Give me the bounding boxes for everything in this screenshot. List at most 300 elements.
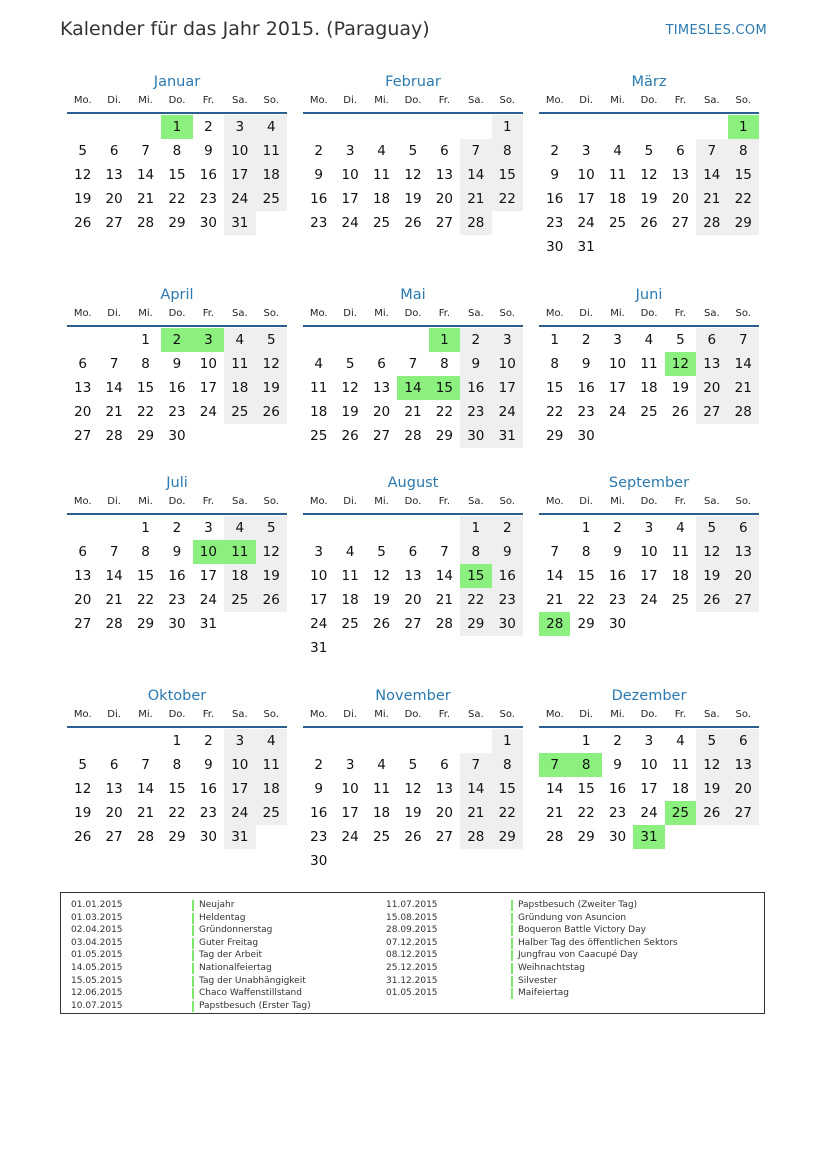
day-cell[interactable]: 6 xyxy=(78,356,87,372)
day-cell[interactable]: 17 xyxy=(199,380,217,396)
day-cell[interactable]: 14 xyxy=(460,777,491,801)
day-cell[interactable]: 28 xyxy=(136,215,155,231)
holiday-day-cell[interactable]: 1 xyxy=(728,115,759,139)
day-cell[interactable]: 22 xyxy=(728,187,759,211)
day-cell[interactable]: 31 xyxy=(577,239,595,255)
day-cell[interactable]: 4 xyxy=(676,733,685,749)
day-cell[interactable]: 5 xyxy=(644,143,654,159)
day-cell[interactable]: 2 xyxy=(204,119,213,135)
day-cell[interactable]: 27 xyxy=(728,801,759,825)
day-cell[interactable]: 27 xyxy=(435,215,453,231)
day-cell[interactable]: 22 xyxy=(492,801,523,825)
day-cell[interactable]: 25 xyxy=(256,801,287,825)
day-cell[interactable]: 2 xyxy=(613,733,622,749)
day-cell[interactable]: 3 xyxy=(345,143,355,159)
day-cell[interactable]: 28 xyxy=(105,428,123,444)
day-cell[interactable]: 27 xyxy=(671,215,689,231)
day-cell[interactable]: 10 xyxy=(224,139,255,163)
day-cell[interactable]: 4 xyxy=(676,520,685,536)
day-cell[interactable]: 18 xyxy=(256,163,287,187)
day-cell[interactable]: 9 xyxy=(460,352,491,376)
day-cell[interactable]: 8 xyxy=(550,356,559,372)
day-cell[interactable]: 12 xyxy=(74,781,92,797)
day-cell[interactable]: 25 xyxy=(608,215,627,231)
day-cell[interactable]: 24 xyxy=(492,400,523,424)
day-cell[interactable]: 23 xyxy=(608,805,627,821)
day-cell[interactable]: 21 xyxy=(105,592,123,608)
day-cell[interactable]: 18 xyxy=(310,404,328,420)
day-cell[interactable]: 20 xyxy=(105,191,123,207)
day-cell[interactable]: 3 xyxy=(345,757,355,773)
day-cell[interactable]: 11 xyxy=(640,356,658,372)
day-cell[interactable]: 17 xyxy=(608,380,627,396)
day-cell[interactable]: 20 xyxy=(105,805,123,821)
day-cell[interactable]: 14 xyxy=(460,163,491,187)
day-cell[interactable]: 21 xyxy=(728,376,759,400)
day-cell[interactable]: 20 xyxy=(372,404,391,420)
day-cell[interactable]: 18 xyxy=(224,564,255,588)
day-cell[interactable]: 21 xyxy=(546,592,564,608)
day-cell[interactable]: 17 xyxy=(492,376,523,400)
day-cell[interactable]: 27 xyxy=(105,215,123,231)
day-cell[interactable]: 3 xyxy=(613,332,622,348)
day-cell[interactable]: 5 xyxy=(377,544,386,560)
holiday-day-cell[interactable]: 1 xyxy=(429,328,460,352)
day-cell[interactable]: 25 xyxy=(224,400,255,424)
day-cell[interactable]: 31 xyxy=(224,211,255,235)
day-cell[interactable]: 1 xyxy=(141,332,150,348)
day-cell[interactable]: 10 xyxy=(640,757,658,773)
day-cell[interactable]: 19 xyxy=(341,404,359,420)
day-cell[interactable]: 19 xyxy=(696,564,727,588)
day-cell[interactable]: 20 xyxy=(435,805,453,821)
day-cell[interactable]: 17 xyxy=(224,777,255,801)
day-cell[interactable]: 4 xyxy=(345,544,355,560)
day-cell[interactable]: 29 xyxy=(168,829,186,845)
day-cell[interactable]: 27 xyxy=(404,616,422,632)
day-cell[interactable]: 28 xyxy=(136,829,155,845)
day-cell[interactable]: 7 xyxy=(109,356,119,372)
day-cell[interactable]: 16 xyxy=(168,380,186,396)
day-cell[interactable]: 9 xyxy=(613,757,622,773)
day-cell[interactable]: 25 xyxy=(256,187,287,211)
day-cell[interactable]: 13 xyxy=(435,167,453,183)
day-cell[interactable]: 20 xyxy=(435,191,453,207)
day-cell[interactable]: 2 xyxy=(172,520,182,536)
day-cell[interactable]: 14 xyxy=(728,352,759,376)
holiday-day-cell[interactable]: 3 xyxy=(193,328,224,352)
day-cell[interactable]: 23 xyxy=(460,400,491,424)
day-cell[interactable]: 14 xyxy=(696,163,727,187)
day-cell[interactable]: 5 xyxy=(676,332,685,348)
day-cell[interactable]: 18 xyxy=(372,805,391,821)
day-cell[interactable]: 11 xyxy=(256,139,287,163)
day-cell[interactable]: 10 xyxy=(224,753,255,777)
day-cell[interactable]: 25 xyxy=(671,592,689,608)
day-cell[interactable]: 19 xyxy=(696,777,727,801)
day-cell[interactable]: 6 xyxy=(728,516,759,540)
day-cell[interactable]: 9 xyxy=(314,781,323,797)
day-cell[interactable]: 9 xyxy=(314,167,323,183)
day-cell[interactable]: 21 xyxy=(546,805,564,821)
day-cell[interactable]: 29 xyxy=(136,616,155,632)
day-cell[interactable]: 18 xyxy=(341,592,359,608)
day-cell[interactable]: 22 xyxy=(577,805,595,821)
day-cell[interactable]: 25 xyxy=(372,215,391,231)
day-cell[interactable]: 1 xyxy=(172,733,182,749)
day-cell[interactable]: 23 xyxy=(199,191,217,207)
day-cell[interactable]: 15 xyxy=(728,163,759,187)
day-cell[interactable]: 14 xyxy=(136,781,155,797)
day-cell[interactable]: 9 xyxy=(172,356,182,372)
day-cell[interactable]: 24 xyxy=(199,592,217,608)
holiday-day-cell[interactable]: 12 xyxy=(665,352,696,376)
day-cell[interactable]: 15 xyxy=(492,163,523,187)
day-cell[interactable]: 13 xyxy=(74,380,92,396)
day-cell[interactable]: 5 xyxy=(78,757,87,773)
day-cell[interactable]: 23 xyxy=(168,592,186,608)
day-cell[interactable]: 3 xyxy=(644,733,654,749)
day-cell[interactable]: 11 xyxy=(224,352,255,376)
day-cell[interactable]: 20 xyxy=(74,592,92,608)
day-cell[interactable]: 26 xyxy=(74,829,92,845)
day-cell[interactable]: 14 xyxy=(136,167,155,183)
day-cell[interactable]: 17 xyxy=(640,781,658,797)
day-cell[interactable]: 13 xyxy=(435,781,453,797)
day-cell[interactable]: 7 xyxy=(141,143,150,159)
day-cell[interactable]: 9 xyxy=(492,540,523,564)
day-cell[interactable]: 25 xyxy=(372,829,391,845)
day-cell[interactable]: 27 xyxy=(372,428,391,444)
brand-logo[interactable]: TIMESLES.COM xyxy=(665,23,767,38)
day-cell[interactable]: 28 xyxy=(460,825,491,849)
day-cell[interactable]: 23 xyxy=(546,215,564,231)
day-cell[interactable]: 9 xyxy=(550,167,559,183)
day-cell[interactable]: 16 xyxy=(492,564,523,588)
day-cell[interactable]: 2 xyxy=(204,733,213,749)
day-cell[interactable]: 5 xyxy=(696,729,727,753)
day-cell[interactable]: 21 xyxy=(136,805,155,821)
day-cell[interactable]: 18 xyxy=(671,781,689,797)
day-cell[interactable]: 11 xyxy=(372,167,391,183)
day-cell[interactable]: 30 xyxy=(310,853,328,869)
day-cell[interactable]: 30 xyxy=(168,428,186,444)
day-cell[interactable]: 8 xyxy=(492,139,523,163)
day-cell[interactable]: 17 xyxy=(640,568,658,584)
day-cell[interactable]: 27 xyxy=(696,400,727,424)
day-cell[interactable]: 10 xyxy=(608,356,627,372)
day-cell[interactable]: 22 xyxy=(168,805,186,821)
day-cell[interactable]: 12 xyxy=(256,352,287,376)
day-cell[interactable]: 22 xyxy=(460,588,491,612)
day-cell[interactable]: 17 xyxy=(199,568,217,584)
day-cell[interactable]: 29 xyxy=(728,211,759,235)
day-cell[interactable]: 22 xyxy=(168,191,186,207)
day-cell[interactable]: 3 xyxy=(644,520,654,536)
day-cell[interactable]: 1 xyxy=(581,733,591,749)
day-cell[interactable]: 7 xyxy=(460,753,491,777)
day-cell[interactable]: 4 xyxy=(224,516,255,540)
day-cell[interactable]: 6 xyxy=(78,544,87,560)
day-cell[interactable]: 26 xyxy=(640,215,658,231)
day-cell[interactable]: 25 xyxy=(341,616,359,632)
day-cell[interactable]: 19 xyxy=(404,805,422,821)
day-cell[interactable]: 4 xyxy=(256,115,287,139)
day-cell[interactable]: 31 xyxy=(492,424,523,448)
day-cell[interactable]: 22 xyxy=(435,404,453,420)
day-cell[interactable]: 30 xyxy=(168,616,186,632)
day-cell[interactable]: 11 xyxy=(310,380,328,396)
day-cell[interactable]: 10 xyxy=(640,544,658,560)
day-cell[interactable]: 10 xyxy=(199,356,217,372)
day-cell[interactable]: 7 xyxy=(696,139,727,163)
day-cell[interactable]: 19 xyxy=(74,191,92,207)
day-cell[interactable]: 29 xyxy=(136,428,155,444)
day-cell[interactable]: 4 xyxy=(314,356,323,372)
day-cell[interactable]: 24 xyxy=(341,215,359,231)
day-cell[interactable]: 14 xyxy=(546,568,564,584)
day-cell[interactable]: 28 xyxy=(696,211,727,235)
day-cell[interactable]: 24 xyxy=(224,801,255,825)
day-cell[interactable]: 11 xyxy=(671,544,689,560)
day-cell[interactable]: 21 xyxy=(460,801,491,825)
day-cell[interactable]: 24 xyxy=(640,805,658,821)
day-cell[interactable]: 29 xyxy=(435,428,453,444)
day-cell[interactable]: 22 xyxy=(136,404,155,420)
day-cell[interactable]: 21 xyxy=(696,187,727,211)
holiday-day-cell[interactable]: 15 xyxy=(429,376,460,400)
holiday-day-cell[interactable]: 1 xyxy=(161,115,192,139)
day-cell[interactable]: 6 xyxy=(440,143,449,159)
day-cell[interactable]: 27 xyxy=(74,616,92,632)
day-cell[interactable]: 12 xyxy=(640,167,658,183)
day-cell[interactable]: 20 xyxy=(671,191,689,207)
day-cell[interactable]: 5 xyxy=(345,356,355,372)
day-cell[interactable]: 29 xyxy=(492,825,523,849)
day-cell[interactable]: 2 xyxy=(314,143,323,159)
day-cell[interactable]: 8 xyxy=(460,540,491,564)
day-cell[interactable]: 29 xyxy=(168,215,186,231)
holiday-day-cell[interactable]: 28 xyxy=(539,612,570,636)
day-cell[interactable]: 12 xyxy=(404,167,422,183)
day-cell[interactable]: 11 xyxy=(671,757,689,773)
day-cell[interactable]: 22 xyxy=(136,592,155,608)
day-cell[interactable]: 12 xyxy=(696,753,727,777)
day-cell[interactable]: 13 xyxy=(105,167,123,183)
day-cell[interactable]: 30 xyxy=(546,239,564,255)
day-cell[interactable]: 10 xyxy=(341,781,359,797)
day-cell[interactable]: 29 xyxy=(460,612,491,636)
day-cell[interactable]: 15 xyxy=(136,568,155,584)
day-cell[interactable]: 10 xyxy=(577,167,595,183)
day-cell[interactable]: 23 xyxy=(168,404,186,420)
day-cell[interactable]: 26 xyxy=(74,215,92,231)
day-cell[interactable]: 30 xyxy=(199,215,217,231)
day-cell[interactable]: 16 xyxy=(546,191,564,207)
day-cell[interactable]: 1 xyxy=(460,516,491,540)
day-cell[interactable]: 26 xyxy=(696,801,727,825)
day-cell[interactable]: 14 xyxy=(435,568,453,584)
day-cell[interactable]: 2 xyxy=(492,516,523,540)
day-cell[interactable]: 18 xyxy=(640,380,658,396)
holiday-day-cell[interactable]: 8 xyxy=(570,753,601,777)
day-cell[interactable]: 13 xyxy=(728,753,759,777)
day-cell[interactable]: 19 xyxy=(74,805,92,821)
day-cell[interactable]: 6 xyxy=(408,544,418,560)
day-cell[interactable]: 18 xyxy=(671,568,689,584)
day-cell[interactable]: 22 xyxy=(546,404,564,420)
holiday-day-cell[interactable]: 11 xyxy=(224,540,255,564)
day-cell[interactable]: 27 xyxy=(74,428,92,444)
day-cell[interactable]: 15 xyxy=(136,380,155,396)
day-cell[interactable]: 20 xyxy=(728,564,759,588)
day-cell[interactable]: 8 xyxy=(728,139,759,163)
day-cell[interactable]: 5 xyxy=(256,328,287,352)
day-cell[interactable]: 1 xyxy=(141,520,150,536)
day-cell[interactable]: 30 xyxy=(608,829,627,845)
day-cell[interactable]: 3 xyxy=(314,544,323,560)
day-cell[interactable]: 7 xyxy=(141,757,150,773)
day-cell[interactable]: 12 xyxy=(696,540,727,564)
day-cell[interactable]: 8 xyxy=(581,544,591,560)
day-cell[interactable]: 24 xyxy=(341,829,359,845)
day-cell[interactable]: 19 xyxy=(640,191,658,207)
day-cell[interactable]: 30 xyxy=(608,616,627,632)
day-cell[interactable]: 26 xyxy=(341,428,359,444)
day-cell[interactable]: 29 xyxy=(577,829,595,845)
day-cell[interactable]: 12 xyxy=(256,540,287,564)
day-cell[interactable]: 7 xyxy=(109,544,119,560)
day-cell[interactable]: 2 xyxy=(550,143,559,159)
day-cell[interactable]: 16 xyxy=(310,805,328,821)
day-cell[interactable]: 23 xyxy=(577,404,595,420)
holiday-day-cell[interactable]: 10 xyxy=(193,540,224,564)
day-cell[interactable]: 19 xyxy=(256,376,287,400)
day-cell[interactable]: 14 xyxy=(546,781,564,797)
day-cell[interactable]: 6 xyxy=(676,143,685,159)
day-cell[interactable]: 21 xyxy=(136,191,155,207)
day-cell[interactable]: 20 xyxy=(74,404,92,420)
day-cell[interactable]: 12 xyxy=(74,167,92,183)
day-cell[interactable]: 31 xyxy=(310,640,328,656)
day-cell[interactable]: 3 xyxy=(204,520,213,536)
day-cell[interactable]: 10 xyxy=(341,167,359,183)
day-cell[interactable]: 6 xyxy=(440,757,449,773)
day-cell[interactable]: 25 xyxy=(640,404,658,420)
day-cell[interactable]: 20 xyxy=(728,777,759,801)
day-cell[interactable]: 15 xyxy=(168,781,186,797)
holiday-day-cell[interactable]: 7 xyxy=(539,753,570,777)
day-cell[interactable]: 13 xyxy=(404,568,422,584)
day-cell[interactable]: 12 xyxy=(404,781,422,797)
day-cell[interactable]: 8 xyxy=(141,356,150,372)
day-cell[interactable]: 9 xyxy=(204,757,213,773)
day-cell[interactable]: 17 xyxy=(577,191,595,207)
day-cell[interactable]: 16 xyxy=(168,568,186,584)
day-cell[interactable]: 8 xyxy=(440,356,449,372)
day-cell[interactable]: 13 xyxy=(728,540,759,564)
day-cell[interactable]: 24 xyxy=(577,215,595,231)
day-cell[interactable]: 2 xyxy=(314,757,323,773)
day-cell[interactable]: 7 xyxy=(460,139,491,163)
day-cell[interactable]: 26 xyxy=(372,616,391,632)
day-cell[interactable]: 4 xyxy=(224,328,255,352)
day-cell[interactable]: 6 xyxy=(377,356,386,372)
day-cell[interactable]: 1 xyxy=(581,520,591,536)
day-cell[interactable]: 15 xyxy=(168,167,186,183)
day-cell[interactable]: 17 xyxy=(310,592,328,608)
day-cell[interactable]: 6 xyxy=(109,757,119,773)
day-cell[interactable]: 26 xyxy=(696,588,727,612)
day-cell[interactable]: 1 xyxy=(492,115,523,139)
day-cell[interactable]: 14 xyxy=(105,568,123,584)
day-cell[interactable]: 25 xyxy=(224,588,255,612)
day-cell[interactable]: 16 xyxy=(608,568,627,584)
day-cell[interactable]: 13 xyxy=(372,380,391,396)
day-cell[interactable]: 21 xyxy=(105,404,123,420)
day-cell[interactable]: 13 xyxy=(105,781,123,797)
day-cell[interactable]: 28 xyxy=(460,211,491,235)
day-cell[interactable]: 21 xyxy=(404,404,422,420)
day-cell[interactable]: 28 xyxy=(105,616,123,632)
day-cell[interactable]: 23 xyxy=(608,592,627,608)
day-cell[interactable]: 13 xyxy=(74,568,92,584)
day-cell[interactable]: 17 xyxy=(224,163,255,187)
holiday-day-cell[interactable]: 31 xyxy=(633,825,664,849)
day-cell[interactable]: 18 xyxy=(256,777,287,801)
day-cell[interactable]: 5 xyxy=(408,757,418,773)
day-cell[interactable]: 6 xyxy=(728,729,759,753)
day-cell[interactable]: 18 xyxy=(608,191,627,207)
day-cell[interactable]: 12 xyxy=(372,568,391,584)
day-cell[interactable]: 29 xyxy=(577,616,595,632)
day-cell[interactable]: 28 xyxy=(728,400,759,424)
day-cell[interactable]: 2 xyxy=(581,332,591,348)
day-cell[interactable]: 20 xyxy=(696,376,727,400)
day-cell[interactable]: 19 xyxy=(372,592,391,608)
day-cell[interactable]: 30 xyxy=(492,612,523,636)
day-cell[interactable]: 26 xyxy=(256,400,287,424)
day-cell[interactable]: 21 xyxy=(435,592,453,608)
day-cell[interactable]: 23 xyxy=(310,215,328,231)
day-cell[interactable]: 1 xyxy=(492,729,523,753)
day-cell[interactable]: 5 xyxy=(408,143,418,159)
day-cell[interactable]: 12 xyxy=(341,380,359,396)
day-cell[interactable]: 7 xyxy=(550,544,559,560)
day-cell[interactable]: 22 xyxy=(577,592,595,608)
day-cell[interactable]: 11 xyxy=(256,753,287,777)
day-cell[interactable]: 5 xyxy=(78,143,87,159)
day-cell[interactable]: 9 xyxy=(172,544,182,560)
day-cell[interactable]: 23 xyxy=(492,588,523,612)
day-cell[interactable]: 24 xyxy=(199,404,217,420)
day-cell[interactable]: 28 xyxy=(404,428,422,444)
day-cell[interactable]: 3 xyxy=(492,328,523,352)
day-cell[interactable]: 7 xyxy=(440,544,449,560)
holiday-day-cell[interactable]: 15 xyxy=(460,564,491,588)
day-cell[interactable]: 10 xyxy=(310,568,328,584)
day-cell[interactable]: 14 xyxy=(105,380,123,396)
day-cell[interactable]: 20 xyxy=(404,592,422,608)
day-cell[interactable]: 7 xyxy=(408,356,418,372)
day-cell[interactable]: 16 xyxy=(199,781,217,797)
day-cell[interactable]: 21 xyxy=(460,187,491,211)
day-cell[interactable]: 19 xyxy=(404,191,422,207)
day-cell[interactable]: 18 xyxy=(372,191,391,207)
day-cell[interactable]: 10 xyxy=(492,352,523,376)
day-cell[interactable]: 6 xyxy=(109,143,119,159)
day-cell[interactable]: 27 xyxy=(105,829,123,845)
